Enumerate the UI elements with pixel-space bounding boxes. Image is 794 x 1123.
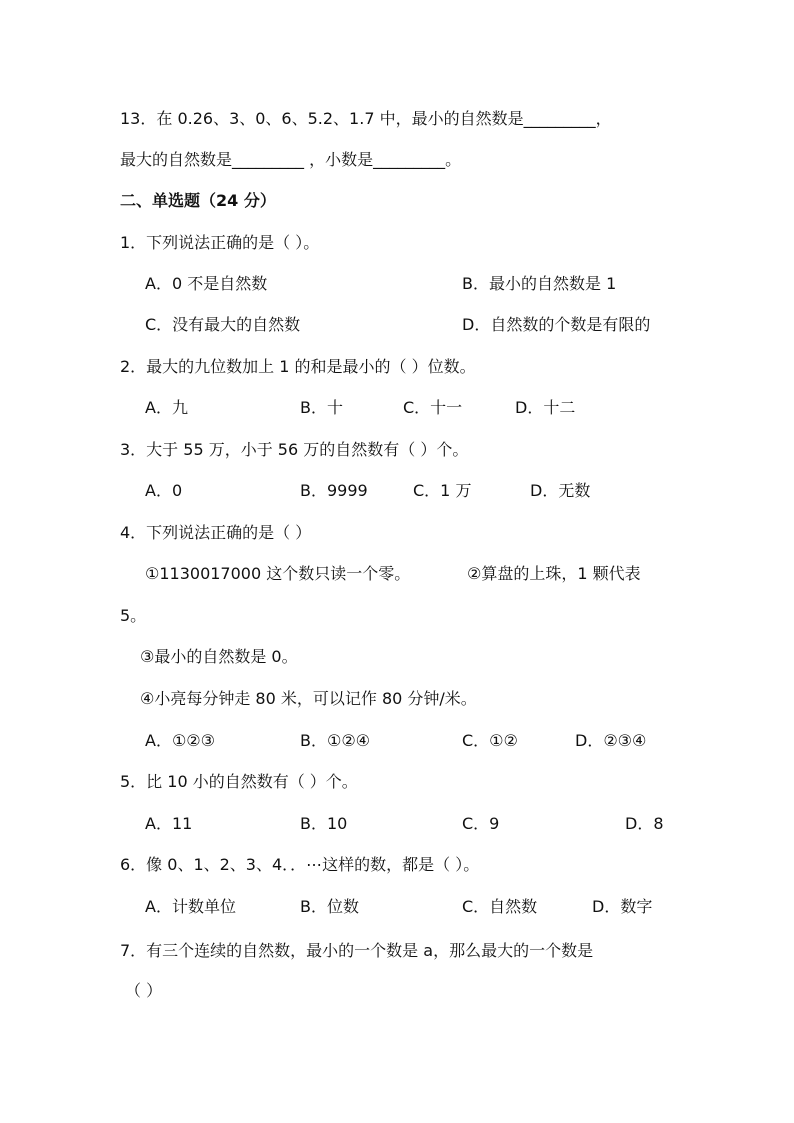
question-stem: 6．像 0、1、2、3、4．．⋯这样的数，都是（ ）。 [120,855,480,874]
option-a: A．计数单位 [145,897,236,916]
option-a: A．11 [145,814,193,833]
option-c: C．没有最大的自然数 [145,315,301,334]
statement-4: ④小亮每分钟走 80 米，可以记作 80 分钟/米。 [140,689,477,708]
statement-2-cont: 5。 [120,606,147,625]
option-c: C．9 [462,814,500,833]
option-b: B．十 [300,398,343,417]
q13-line2: 最大的自然数是_________ ，小数是_________。 [120,150,462,169]
question-stem: 1．下列说法正确的是（ ）。 [120,233,320,252]
option-b: B．最小的自然数是 1 [462,274,617,293]
option-c: C．1 万 [413,481,472,500]
option-c: C．十一 [403,398,463,417]
statement-2: ②算盘的上珠，1 颗代表 [467,564,641,583]
statement-3: ③最小的自然数是 0。 [140,647,298,666]
q13-line1: 13．在 0.26、3、0、6、5.2、1.7 中，最小的自然数是_________， [120,109,612,128]
question-stem-cont: （ ） [125,981,163,1000]
option-d: D．数字 [592,897,653,916]
option-b: B．9999 [300,481,368,500]
statement-1: ①1130017000 这个数只读一个零。 [145,564,411,583]
option-b: B．位数 [300,897,359,916]
option-d: D．自然数的个数是有限的 [462,315,651,334]
option-a: A．0 [145,481,183,500]
question-stem: 7．有三个连续的自然数，最小的一个数是 a，那么最大的一个数是 [120,941,594,960]
option-b: B．①②④ [300,731,371,750]
section-title: 二、单选题（24 分） [120,191,276,210]
option-a: A．九 [145,398,188,417]
option-c: C．①② [462,731,518,750]
question-stem: 4．下列说法正确的是（ ） [120,523,312,542]
question-stem: 2．最大的九位数加上 1 的和是最小的（ ）位数。 [120,357,476,376]
option-b: B．10 [300,814,348,833]
option-d: D．十二 [515,398,576,417]
question-stem: 5．比 10 小的自然数有（ ）个。 [120,772,358,791]
option-d: D．无数 [530,481,591,500]
option-d: D．8 [625,814,664,833]
option-c: C．自然数 [462,897,538,916]
question-stem: 3．大于 55 万，小于 56 万的自然数有（ ）个。 [120,440,469,459]
option-d: D．②③④ [575,731,647,750]
option-a: A．0 不是自然数 [145,274,268,293]
option-a: A．①②③ [145,731,215,750]
